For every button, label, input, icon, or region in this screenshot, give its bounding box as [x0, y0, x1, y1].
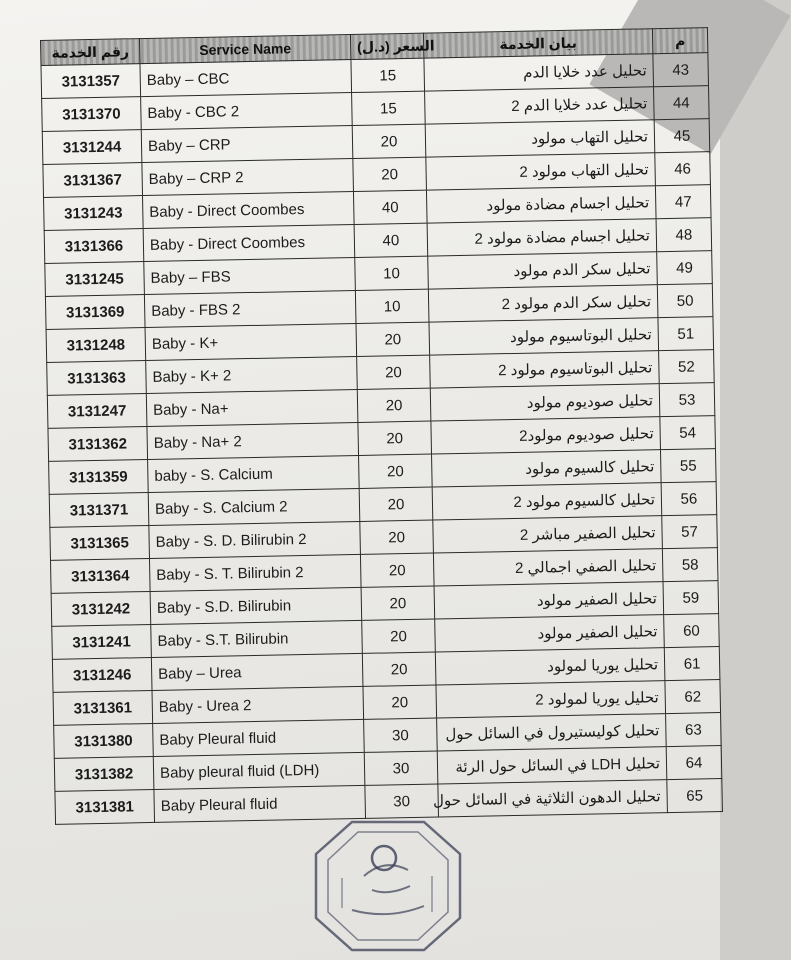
cell-code: 3131366: [44, 229, 144, 264]
cell-arabic-name: تحليل الصفير مولود: [434, 582, 664, 619]
official-stamp: [312, 818, 464, 954]
cell-number: 61: [664, 647, 720, 681]
cell-arabic-name: تحليل كوليستيرول في السائل حول: [437, 714, 667, 751]
cell-arabic-name: تحليل كالسيوم مولود 2: [432, 483, 662, 520]
cell-arabic-name: تحليل كالسيوم مولود: [432, 450, 662, 487]
cell-code: 3131381: [55, 789, 155, 824]
cell-service-name: Baby Pleural fluid: [154, 785, 366, 822]
cell-code: 3131380: [54, 723, 154, 758]
cell-number: 52: [659, 350, 715, 384]
cell-price: 15: [351, 58, 425, 92]
cell-service-name: Baby pleural fluid (LDH): [153, 752, 365, 789]
cell-service-name: Baby - S. D. Bilirubin 2: [149, 521, 361, 558]
cell-price: 20: [357, 355, 431, 389]
cell-service-name: Baby – CBC: [140, 60, 352, 97]
cell-arabic-name: تحليل سكر الدم مولود: [428, 252, 658, 289]
cell-number: 51: [658, 317, 714, 351]
cell-code: 3131370: [42, 97, 142, 132]
cell-arabic-name: تحليل البوتاسيوم مولود 2: [430, 351, 660, 388]
cell-number: 62: [665, 680, 721, 714]
cell-code: 3131247: [47, 394, 147, 429]
cell-price: 10: [355, 256, 429, 290]
cell-code: 3131359: [49, 460, 149, 495]
cell-price: 15: [352, 91, 426, 125]
cell-price: 20: [352, 124, 426, 158]
cell-price: 20: [361, 586, 435, 620]
cell-number: 44: [654, 86, 710, 120]
cell-price: 20: [360, 520, 434, 554]
cell-arabic-name: تحليل التهاب مولود 2: [426, 153, 656, 190]
cell-service-name: Baby - S. Calcium 2: [148, 488, 360, 525]
cell-price: 20: [356, 322, 430, 356]
cell-number: 65: [667, 779, 723, 813]
cell-code: 3131244: [42, 130, 142, 165]
cell-service-name: baby - S. Calcium: [148, 455, 360, 492]
cell-arabic-name: تحليل اجسام مضادة مولود 2: [427, 219, 657, 256]
cell-code: 3131365: [50, 526, 150, 561]
cell-price: 20: [363, 685, 437, 719]
cell-code: 3131248: [46, 328, 146, 363]
header-number: م: [652, 28, 707, 54]
cell-price: 20: [359, 487, 433, 521]
cell-number: 60: [664, 614, 720, 648]
cell-code: 3131245: [45, 262, 145, 297]
cell-price: 30: [364, 751, 438, 785]
cell-price: 40: [353, 190, 427, 224]
cell-arabic-name: تحليل الدهون الثلاثية في السائل حول: [438, 780, 668, 817]
cell-code: 3131362: [48, 427, 148, 462]
cell-number: 47: [655, 185, 711, 219]
cell-service-name: Baby – Urea: [151, 653, 363, 690]
cell-code: 3131357: [41, 64, 141, 99]
cell-service-name: Baby – CRP 2: [142, 159, 354, 196]
cell-price: 20: [358, 421, 432, 455]
cell-number: 50: [657, 284, 713, 318]
cell-arabic-name: تحليل سكر الدم مولود 2: [428, 285, 658, 322]
cell-price: 20: [362, 619, 436, 653]
cell-arabic-name: تحليل الصفير مباشر 2: [433, 516, 663, 553]
cell-service-name: Baby - S. T. Bilirubin 2: [149, 554, 361, 591]
cell-service-name: Baby - K+ 2: [146, 356, 358, 393]
cell-number: 45: [654, 119, 710, 153]
cell-arabic-name: تحليل عدد خلايا الدم: [424, 54, 654, 91]
cell-service-name: Baby - Urea 2: [152, 686, 364, 723]
cell-number: 49: [657, 251, 713, 285]
cell-code: 3131241: [52, 624, 152, 659]
cell-number: 59: [663, 581, 719, 615]
header-arabic-name: بيان الخدمة: [423, 29, 652, 58]
cell-code: 3131363: [47, 361, 147, 396]
cell-code: 3131367: [43, 163, 143, 198]
cell-number: 46: [655, 152, 711, 186]
cell-service-name: Baby - Na+ 2: [147, 422, 359, 459]
cell-arabic-name: تحليل LDH في السائل حول الرئة: [437, 747, 667, 784]
cell-code: 3131371: [49, 493, 149, 528]
cell-price: 40: [354, 223, 428, 257]
cell-service-name: Baby Pleural fluid: [153, 719, 365, 756]
cell-number: 58: [662, 548, 718, 582]
cell-price: 20: [353, 157, 427, 191]
cell-code: 3131242: [51, 591, 151, 626]
cell-number: 53: [659, 383, 715, 417]
cell-arabic-name: تحليل عدد خلايا الدم 2: [425, 87, 655, 124]
cell-number: 64: [666, 746, 722, 780]
cell-arabic-name: تحليل الصفي اجمالي 2: [433, 549, 663, 586]
cell-arabic-name: تحليل صوديوم مولود: [430, 384, 660, 421]
cell-code: 3131246: [52, 657, 152, 692]
price-list-sheet: [40, 28, 706, 860]
cell-arabic-name: تحليل يوريا لمولود 2: [436, 681, 666, 718]
cell-code: 3131369: [45, 295, 145, 330]
cell-service-name: Baby – CRP: [141, 126, 353, 163]
table-body: [41, 53, 722, 825]
cell-price: 30: [364, 718, 438, 752]
cell-code: 3131364: [50, 558, 150, 593]
cell-price: 20: [359, 454, 433, 488]
cell-arabic-name: تحليل البوتاسيوم مولود: [429, 318, 659, 355]
cell-service-name: Baby - Na+: [146, 389, 358, 426]
cell-number: 63: [666, 713, 722, 747]
cell-price: 10: [355, 289, 429, 323]
cell-code: 3131382: [54, 756, 154, 791]
cell-service-name: Baby - Direct Coombes: [143, 192, 355, 229]
cell-service-name: Baby - S.D. Bilirubin: [150, 587, 362, 624]
header-service-name: Service Name: [139, 35, 350, 64]
cell-service-name: Baby - K+: [145, 323, 357, 360]
header-price: السعر (د.ل): [350, 33, 423, 59]
cell-number: 43: [653, 53, 709, 87]
header-code: رقم الخدمة: [41, 39, 140, 66]
cell-code: 3131361: [53, 690, 153, 725]
cell-service-name: Baby - FBS 2: [144, 290, 356, 327]
cell-number: 48: [656, 218, 712, 252]
cell-number: 57: [662, 515, 718, 549]
cell-arabic-name: تحليل صوديوم مولود2: [431, 417, 661, 454]
cell-price: 20: [362, 652, 436, 686]
cell-service-name: Baby - Direct Coombes: [143, 225, 355, 262]
cell-arabic-name: تحليل اجسام مضادة مولود: [426, 186, 656, 223]
cell-service-name: Baby – FBS: [144, 257, 356, 294]
cell-arabic-name: تحليل التهاب مولود: [425, 120, 655, 157]
cell-number: 55: [660, 449, 716, 483]
cell-price: 20: [360, 553, 434, 587]
cell-service-name: Baby - S.T. Bilirubin: [151, 620, 363, 657]
cell-price: 30: [365, 784, 439, 818]
cell-number: 54: [660, 416, 716, 450]
cell-arabic-name: تحليل الصفير مولود: [435, 615, 665, 652]
cell-price: 20: [357, 388, 431, 422]
cell-code: 3131243: [44, 196, 144, 231]
cell-number: 56: [661, 482, 717, 516]
cell-service-name: Baby - CBC 2: [141, 93, 353, 130]
service-price-table: [40, 27, 723, 825]
cell-arabic-name: تحليل يوريا لمولود: [435, 648, 665, 685]
